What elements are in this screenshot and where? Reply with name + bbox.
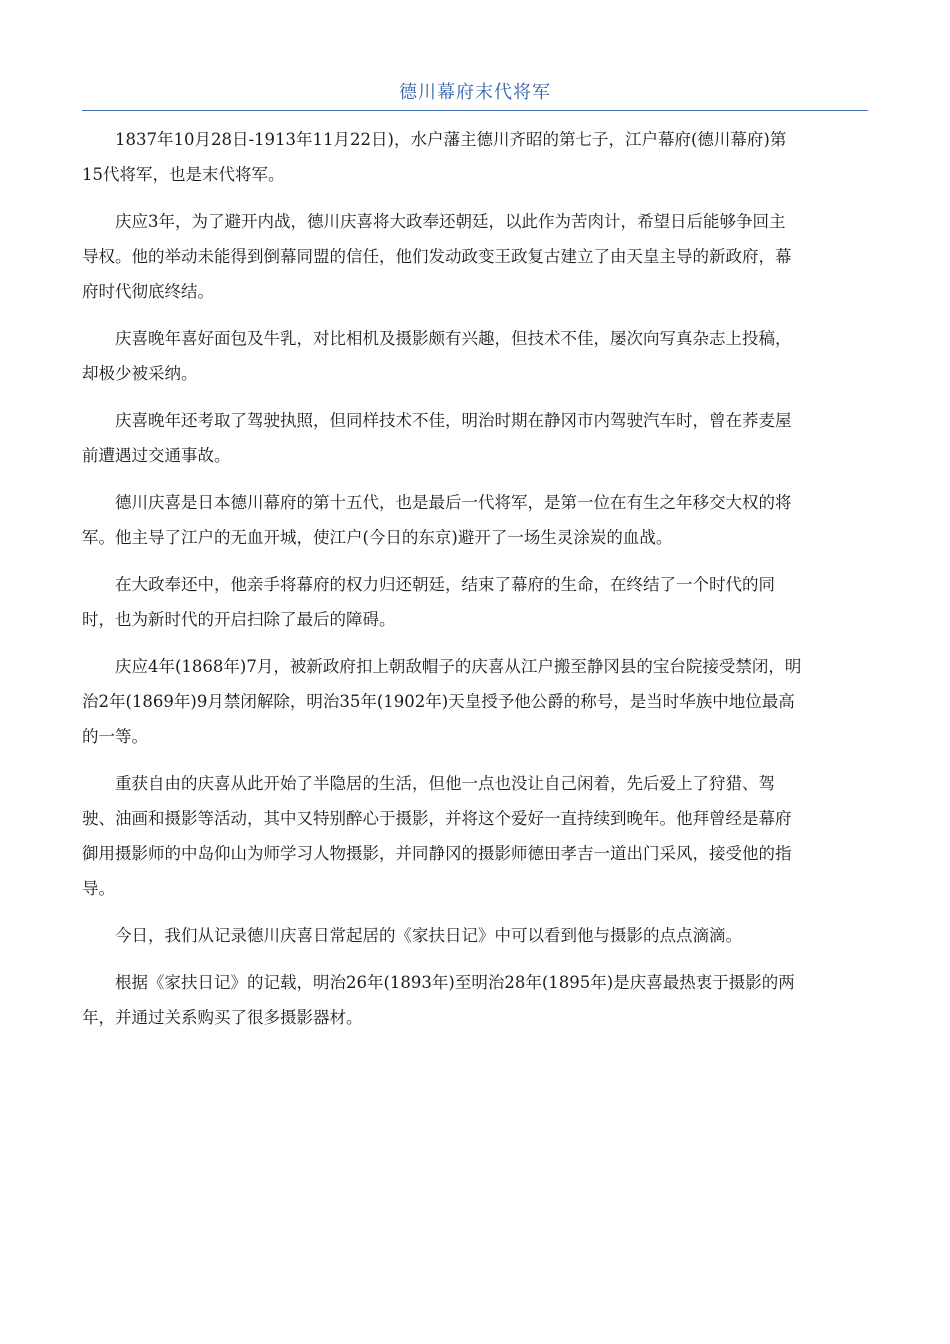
paragraph: 重获自由的庆喜从此开始了半隐居的生活，但他一点也没让自己闲着，先后爱上了狩猎、驾 驶、油画和摄影等活动，其中又特别醉心于摄影，并将这个爱好一直持续到晚年。他拜曾经是幕府 御用摄影师的中岛仰山为师学习人物摄影，并同静冈的摄影师德田孝吉一道出门采风，接受他的指 导。 [82,774,792,898]
paragraph: 庆应3年，为了避开内战，德川庆喜将大政奉还朝廷，以此作为苦肉计，希望日后能够争回主 导权。他的举动未能得到倒幕同盟的信任，他们发动政变王政复古建立了由天皇主导的新政府，幕 府时代彻底终结。 [82,212,792,301]
paragraph: 根据《家扶日记》的记载，明治26年(1893年)至明治28年(1895年)是庆喜最热衷于摄影的两 年，并通过关系购买了很多摄影器材。 [82,973,795,1027]
paragraph: 庆喜晚年还考取了驾驶执照，但同样技术不佳，明治时期在静冈市内驾驶汽车时，曾在荞麦屋 前遭遇过交通事故。 [82,411,792,465]
document-title: 德川幕府末代将军 [399,82,551,103]
paragraph: 庆喜晚年喜好面包及牛乳，对比相机及摄影颇有兴趣，但技术不佳，屡次向写真杂志上投稿， 却极少被采纳。 [82,329,792,383]
paragraph: 德川庆喜是日本德川幕府的第十五代，也是最后一代将军，是第一位在有生之年移交大权的将 军。他主导了江户的无血开城，使江户(今日的东京)避开了一场生灵涂炭的血战。 [82,493,792,547]
paragraph: 今日，我们从记录德川庆喜日常起居的《家扶日记》中可以看到他与摄影的点点滴滴。 [115,926,742,945]
paragraph: 1837年10月28日-1913年11月22日)，水户藩主德川齐昭的第七子，江户幕府(德川幕府)第 15代将军，也是末代将军。 [82,130,787,184]
document-header [82,80,868,111]
paragraph: 在大政奉还中，他亲手将幕府的权力归还朝廷，结束了幕府的生命，在终结了一个时代的同 时，也为新时代的开启扫除了最后的障碍。 [82,575,775,629]
paragraph: 庆应4年(1868年)7月，被新政府扣上朝敌帽子的庆喜从江户搬至静冈县的宝台院接受禁闭，明 治2年(1869年)9月禁闭解除，明治35年(1902年)天皇授予他公爵的称号，是当时华族中地位最高 的一等。 [82,657,802,746]
document-body [82,122,868,1047]
